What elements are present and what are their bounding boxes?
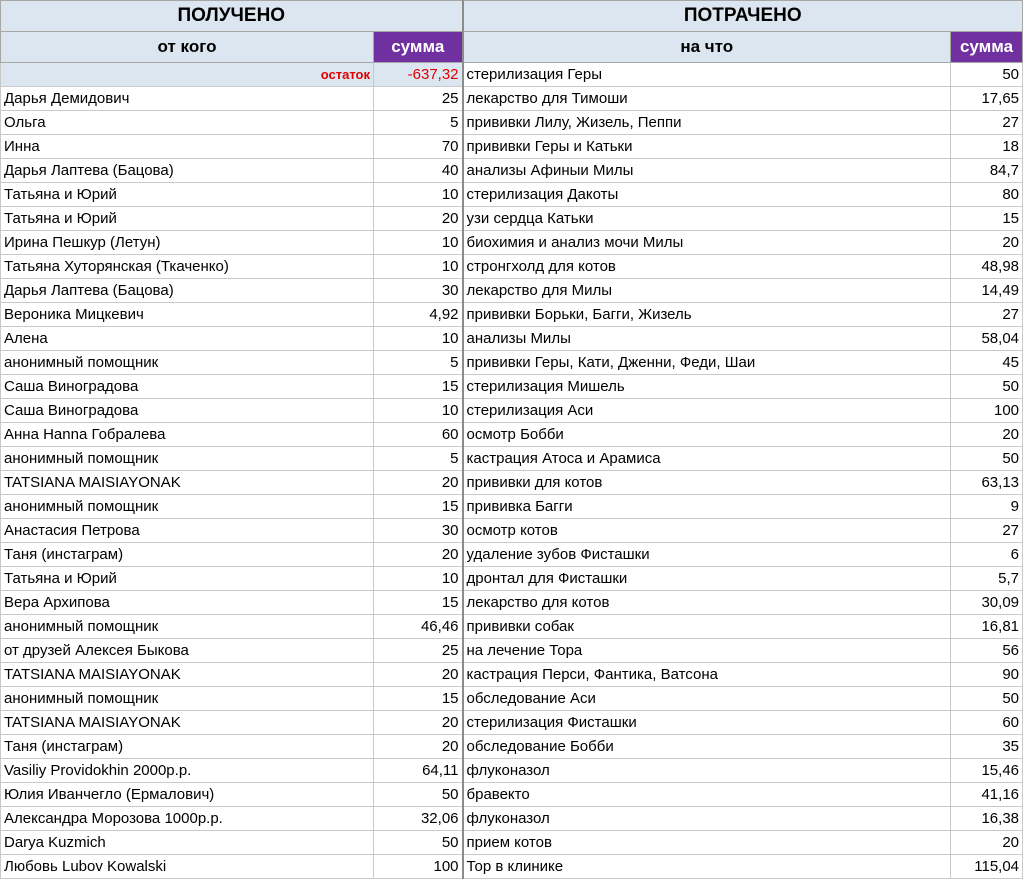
table-row [1, 255, 1023, 279]
expense-amount-cell[interactable]: 20 [951, 231, 1023, 255]
expense-amount-cell[interactable]: 27 [951, 303, 1023, 327]
donation-amount-cell[interactable]: 70 [374, 135, 463, 159]
table-row [1, 495, 1023, 519]
donor-name-cell[interactable]: Саша Виноградова [1, 399, 374, 423]
donation-amount-cell[interactable]: 20 [374, 543, 463, 567]
expense-amount-cell[interactable]: 9 [951, 495, 1023, 519]
donor-name-cell[interactable]: Darya Kuzmich [1, 831, 374, 855]
donor-name-cell[interactable]: Анастасия Петрова [1, 519, 374, 543]
donor-name-cell[interactable]: TATSIANA MAISIAYONAK [1, 663, 374, 687]
from-whom-header: от кого [1, 32, 374, 63]
donor-name-cell[interactable]: Вера Архипова [1, 591, 374, 615]
donor-name-cell[interactable]: TATSIANA MAISIAYONAK [1, 711, 374, 735]
donor-name-cell[interactable]: Саша Виноградова [1, 375, 374, 399]
expense-amount-cell[interactable]: 17,65 [951, 87, 1023, 111]
remainder-value[interactable]: -637,32 [374, 63, 463, 87]
table-row [1, 855, 1023, 879]
table-row [1, 519, 1023, 543]
donation-amount-cell[interactable]: 64,11 [374, 759, 463, 783]
expense-amount-cell[interactable]: 6 [951, 543, 1023, 567]
expense-item-cell[interactable]: обследование Бобби [463, 735, 951, 759]
expense-amount-cell[interactable]: 5,7 [951, 567, 1023, 591]
expense-item-cell[interactable]: прививки для котов [463, 471, 951, 495]
expense-item-cell[interactable]: лекарство для Тимоши [463, 87, 951, 111]
table-row [1, 663, 1023, 687]
table-row [1, 423, 1023, 447]
donor-name-cell[interactable]: Vasiliy Providokhin 2000р.р. [1, 759, 374, 783]
donation-amount-cell[interactable]: 50 [374, 783, 463, 807]
table-row [1, 831, 1023, 855]
donor-name-cell[interactable]: от друзей Алексея Быкова [1, 639, 374, 663]
donation-amount-cell[interactable]: 5 [374, 447, 463, 471]
donor-name-cell[interactable]: Ольга [1, 111, 374, 135]
donor-name-cell[interactable]: Дарья Лаптева (Бацова) [1, 159, 374, 183]
spent-header: ПОТРАЧЕНО [463, 1, 1023, 32]
expense-item-cell[interactable]: лекарство для Милы [463, 279, 951, 303]
table-row [1, 231, 1023, 255]
expense-item-cell[interactable]: флуконазол [463, 759, 951, 783]
section-header-row [1, 1, 1023, 32]
table-row [1, 711, 1023, 735]
donor-name-cell[interactable]: Дарья Лаптева (Бацова) [1, 279, 374, 303]
expense-item-cell[interactable]: стерилизация Аси [463, 399, 951, 423]
donation-amount-cell[interactable]: 5 [374, 351, 463, 375]
expense-item-cell[interactable]: осмотр Бобби [463, 423, 951, 447]
donation-amount-cell[interactable]: 10 [374, 399, 463, 423]
donation-amount-cell[interactable]: 30 [374, 279, 463, 303]
donation-amount-cell[interactable]: 10 [374, 567, 463, 591]
expense-item-cell[interactable]: дронтал для Фисташки [463, 567, 951, 591]
expense-amount-cell[interactable]: 27 [951, 111, 1023, 135]
donation-amount-cell[interactable]: 20 [374, 711, 463, 735]
expense-item-cell[interactable]: стерилизация Фисташки [463, 711, 951, 735]
donation-amount-cell[interactable]: 10 [374, 231, 463, 255]
donation-amount-cell[interactable]: 40 [374, 159, 463, 183]
table-row [1, 783, 1023, 807]
table-row [1, 615, 1023, 639]
donation-amount-cell[interactable]: 100 [374, 855, 463, 879]
expense-amount-cell[interactable]: 35 [951, 735, 1023, 759]
table-row [1, 543, 1023, 567]
expense-item-cell[interactable]: кастрация Перси, Фантика, Ватсона [463, 663, 951, 687]
donation-amount-cell[interactable]: 10 [374, 255, 463, 279]
expense-amount-cell[interactable]: 20 [951, 423, 1023, 447]
expense-item-cell[interactable]: стерилизация Мишель [463, 375, 951, 399]
donor-name-cell[interactable]: Таня (инстаграм) [1, 735, 374, 759]
donation-amount-cell[interactable]: 20 [374, 663, 463, 687]
expense-item-cell[interactable]: стерилизация Дакоты [463, 183, 951, 207]
donation-amount-cell[interactable]: 10 [374, 183, 463, 207]
donation-amount-cell[interactable]: 20 [374, 471, 463, 495]
expense-amount-cell[interactable]: 63,13 [951, 471, 1023, 495]
table-row [1, 735, 1023, 759]
donation-amount-cell[interactable]: 32,06 [374, 807, 463, 831]
table-row [1, 399, 1023, 423]
donor-name-cell[interactable]: TATSIANA MAISIAYONAK [1, 471, 374, 495]
donor-name-cell[interactable]: Татьяна и Юрий [1, 567, 374, 591]
expense-item-cell[interactable]: на лечение Тора [463, 639, 951, 663]
donor-name-cell[interactable]: Любовь Lubov Kowalski [1, 855, 374, 879]
donor-name-cell[interactable]: Анна Hanna Гобралева [1, 423, 374, 447]
expense-item-cell[interactable]: анализы Милы [463, 327, 951, 351]
spent-amount-header: сумма [951, 32, 1023, 63]
expense-amount-cell[interactable]: 60 [951, 711, 1023, 735]
received-header: ПОЛУЧЕНО [1, 1, 463, 32]
donor-name-cell[interactable]: Таня (инстаграм) [1, 543, 374, 567]
donation-amount-cell[interactable]: 5 [374, 111, 463, 135]
table-row [1, 447, 1023, 471]
expense-amount-cell[interactable]: 30,09 [951, 591, 1023, 615]
donation-amount-cell[interactable]: 30 [374, 519, 463, 543]
donation-amount-cell[interactable]: 20 [374, 735, 463, 759]
expense-amount-cell[interactable]: 16,38 [951, 807, 1023, 831]
donor-name-cell[interactable]: Ирина Пешкур (Летун) [1, 231, 374, 255]
expense-item-cell[interactable]: лекарство для котов [463, 591, 951, 615]
expense-amount-cell[interactable]: 58,04 [951, 327, 1023, 351]
table-row [1, 63, 1023, 87]
expense-amount-cell[interactable]: 15,46 [951, 759, 1023, 783]
expense-item-cell[interactable]: анализы Афиныи Милы [463, 159, 951, 183]
expense-amount-cell[interactable]: 56 [951, 639, 1023, 663]
table-row [1, 375, 1023, 399]
expense-amount-cell[interactable]: 50 [951, 375, 1023, 399]
on-what-header: на что [463, 32, 951, 63]
donor-name-cell[interactable]: анонимный помощник [1, 615, 374, 639]
expense-item-cell[interactable]: стерилизация Геры [463, 63, 951, 87]
expense-item-cell[interactable]: бравекто [463, 783, 951, 807]
donor-name-cell[interactable]: анонимный помощник [1, 495, 374, 519]
expense-amount-cell[interactable]: 50 [951, 63, 1023, 87]
donation-amount-cell[interactable]: 60 [374, 423, 463, 447]
expense-item-cell[interactable]: стронгхолд для котов [463, 255, 951, 279]
expense-amount-cell[interactable]: 41,16 [951, 783, 1023, 807]
table-row [1, 639, 1023, 663]
expense-amount-cell[interactable]: 20 [951, 831, 1023, 855]
table-row [1, 207, 1023, 231]
expense-item-cell[interactable]: прививки Геры, Кати, Дженни, Феди, Шаи [463, 351, 951, 375]
expense-amount-cell[interactable]: 14,49 [951, 279, 1023, 303]
table-row [1, 687, 1023, 711]
expense-item-cell[interactable]: прививки Борьки, Багги, Жизель [463, 303, 951, 327]
donation-amount-cell[interactable]: 10 [374, 327, 463, 351]
expense-item-cell[interactable]: прием котов [463, 831, 951, 855]
expense-amount-cell[interactable]: 15 [951, 207, 1023, 231]
expense-amount-cell[interactable]: 18 [951, 135, 1023, 159]
donation-amount-cell[interactable]: 25 [374, 639, 463, 663]
donor-name-cell[interactable]: Юлия Иванчегло (Ермалович) [1, 783, 374, 807]
expense-amount-cell[interactable]: 48,98 [951, 255, 1023, 279]
donor-name-cell[interactable]: Александра Морозова 1000р.р. [1, 807, 374, 831]
table-row [1, 159, 1023, 183]
donation-amount-cell[interactable]: 15 [374, 375, 463, 399]
table-row [1, 303, 1023, 327]
donor-name-cell[interactable]: Алена [1, 327, 374, 351]
donation-amount-cell[interactable]: 4,92 [374, 303, 463, 327]
table-row [1, 471, 1023, 495]
donor-name-cell[interactable]: Дарья Демидович [1, 87, 374, 111]
expense-item-cell[interactable]: прививка Багги [463, 495, 951, 519]
donation-amount-cell[interactable]: 46,46 [374, 615, 463, 639]
expense-item-cell[interactable]: обследование Аси [463, 687, 951, 711]
donation-amount-cell[interactable]: 25 [374, 87, 463, 111]
expense-item-cell[interactable]: узи сердца Катьки [463, 207, 951, 231]
table-row [1, 807, 1023, 831]
donor-name-cell[interactable]: анонимный помощник [1, 351, 374, 375]
donor-name-cell[interactable]: Татьяна и Юрий [1, 183, 374, 207]
table-row [1, 87, 1023, 111]
donor-name-cell[interactable]: Инна [1, 135, 374, 159]
donation-amount-cell[interactable]: 20 [374, 207, 463, 231]
expense-amount-cell[interactable]: 115,04 [951, 855, 1023, 879]
table-row [1, 135, 1023, 159]
donor-name-cell[interactable]: Вероника Мицкевич [1, 303, 374, 327]
expense-item-cell[interactable]: удаление зубов Фисташки [463, 543, 951, 567]
expense-amount-cell[interactable]: 100 [951, 399, 1023, 423]
expense-amount-cell[interactable]: 90 [951, 663, 1023, 687]
expense-amount-cell[interactable]: 27 [951, 519, 1023, 543]
column-header-row [1, 32, 1023, 63]
expense-item-cell[interactable]: флуконазол [463, 807, 951, 831]
expense-item-cell[interactable]: кастрация Атоса и Арамиса [463, 447, 951, 471]
expense-amount-cell[interactable]: 80 [951, 183, 1023, 207]
donation-amount-cell[interactable]: 15 [374, 495, 463, 519]
expense-amount-cell[interactable]: 16,81 [951, 615, 1023, 639]
donation-amount-cell[interactable]: 15 [374, 591, 463, 615]
donation-amount-cell[interactable]: 15 [374, 687, 463, 711]
expense-item-cell[interactable]: Тор в клинике [463, 855, 951, 879]
table-row [1, 111, 1023, 135]
donor-name-cell[interactable]: Татьяна Хуторянская (Ткаченко) [1, 255, 374, 279]
expense-item-cell[interactable]: биохимия и анализ мочи Милы [463, 231, 951, 255]
table-row [1, 279, 1023, 303]
expense-amount-cell[interactable]: 84,7 [951, 159, 1023, 183]
donor-name-cell[interactable]: анонимный помощник [1, 687, 374, 711]
expense-item-cell[interactable]: прививки собак [463, 615, 951, 639]
expense-item-cell[interactable]: прививки Лилу, Жизель, Пеппи [463, 111, 951, 135]
donor-name-cell[interactable]: анонимный помощник [1, 447, 374, 471]
donor-name-cell[interactable]: Татьяна и Юрий [1, 207, 374, 231]
expense-item-cell[interactable]: осмотр котов [463, 519, 951, 543]
donation-amount-cell[interactable]: 50 [374, 831, 463, 855]
expense-amount-cell[interactable]: 45 [951, 351, 1023, 375]
table-row [1, 183, 1023, 207]
table-row [1, 327, 1023, 351]
table-row [1, 567, 1023, 591]
table-row [1, 591, 1023, 615]
table-row [1, 759, 1023, 783]
table-row [1, 351, 1023, 375]
expense-amount-cell[interactable]: 50 [951, 447, 1023, 471]
remainder-label[interactable]: остаток [1, 63, 374, 87]
expense-amount-cell[interactable]: 50 [951, 687, 1023, 711]
expense-item-cell[interactable]: прививки Геры и Катьки [463, 135, 951, 159]
received-amount-header: сумма [374, 32, 463, 63]
